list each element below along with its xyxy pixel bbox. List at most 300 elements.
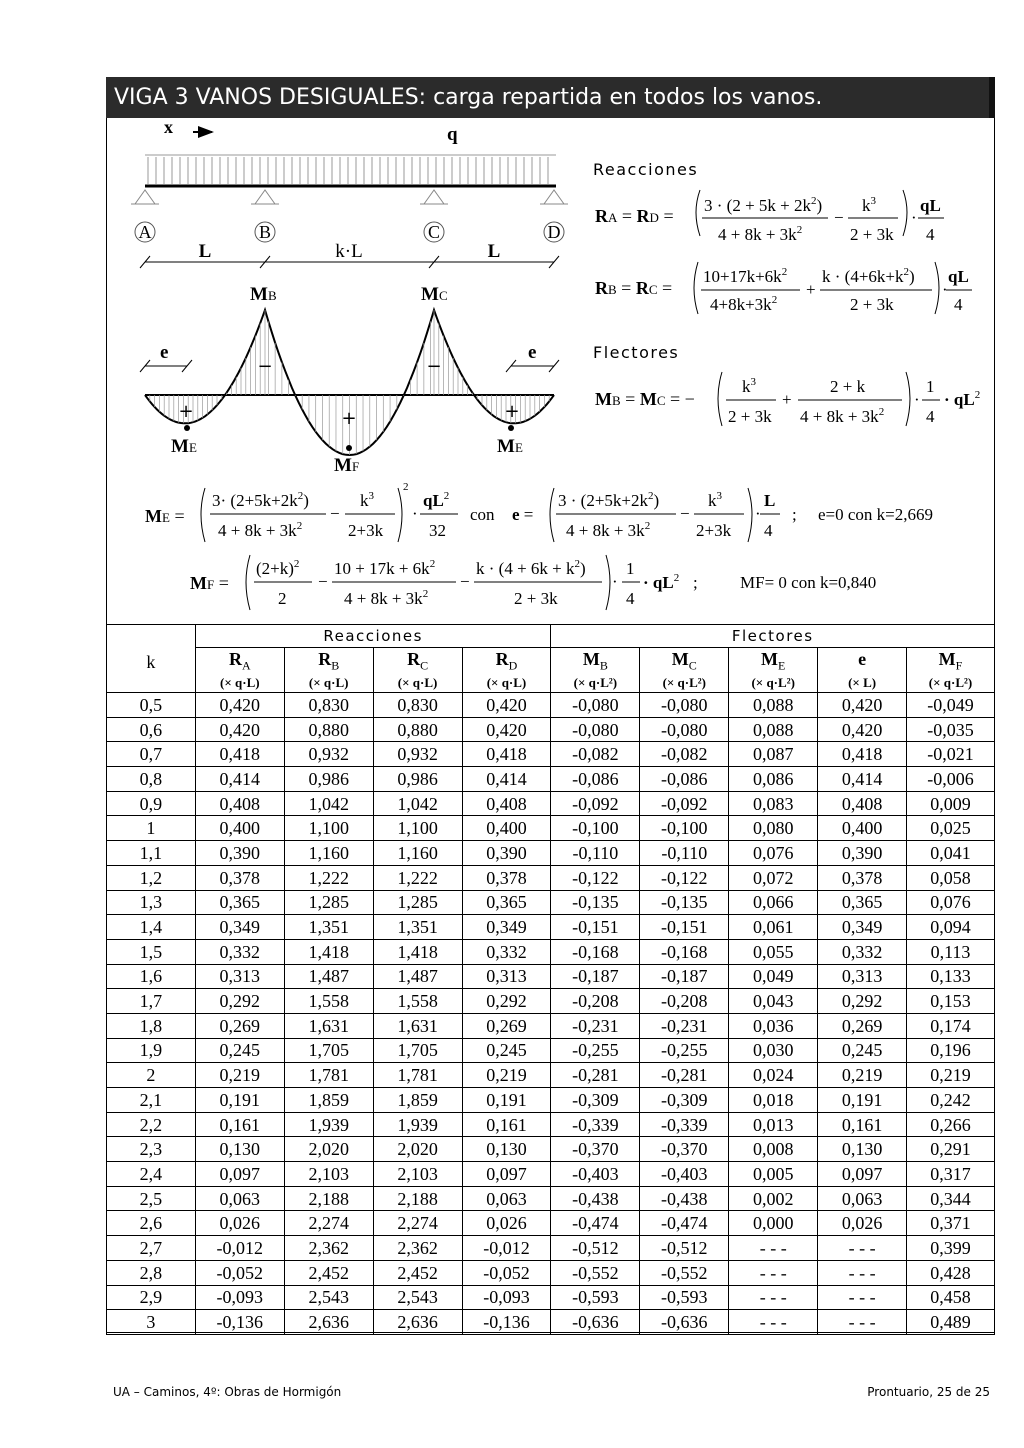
- svg-text:3· (2+5k+2k2): $3\cdot (2+5k+2k^2)$: [212, 490, 309, 510]
- table-cell: 0,002: [729, 1186, 818, 1211]
- svg-text:2+3k: 2+3k: [348, 521, 384, 540]
- table-cell: -0,474: [640, 1211, 729, 1236]
- svg-text:2 + 3k: 2 + 3k: [514, 589, 558, 608]
- table-cell: 0,088: [729, 717, 818, 742]
- table-cell: 0,365: [195, 890, 284, 915]
- table-cell: 0,428: [907, 1260, 995, 1285]
- table-cell: 0,830: [284, 693, 373, 718]
- table-cell: -0,593: [551, 1285, 640, 1310]
- table-cell: 1,487: [284, 964, 373, 989]
- table-row: [107, 693, 995, 718]
- column-name: $R_B$: [318, 648, 340, 673]
- title-bold: VIGA 3 VANOS DESIGUALES:: [114, 85, 427, 110]
- table-cell: 1,418: [284, 939, 373, 964]
- table-cell: 0,072: [729, 865, 818, 890]
- column-unit: (× q·L²): [751, 675, 795, 691]
- table-cell: 0,390: [195, 841, 284, 866]
- table-cell: 1,222: [373, 865, 462, 890]
- table-cell: -0,339: [551, 1112, 640, 1137]
- svg-text:· qL2: · $qL^2$: [944, 389, 981, 409]
- table-cell: 1,100: [284, 816, 373, 841]
- sign-minus-c: −: [426, 356, 442, 377]
- table-cell: 1,2: [107, 865, 196, 890]
- svg-text:4 + 8k + 3k2: $4 + 8k + 3k^2$: [800, 406, 885, 426]
- table-cell: 2,6: [107, 1211, 196, 1236]
- table-cell: 1,3: [107, 890, 196, 915]
- column-name: $M_F$: [938, 648, 963, 673]
- column-unit: (× q·L): [220, 675, 260, 691]
- table-cell: 1,859: [373, 1088, 462, 1113]
- support-b: B: [258, 222, 272, 242]
- table-cell: 0,400: [818, 816, 907, 841]
- table-cell: - - -: [729, 1236, 818, 1261]
- header-group-reacciones: Reacciones: [195, 625, 551, 648]
- table-cell: - - -: [818, 1236, 907, 1261]
- table-cell: 0,365: [462, 890, 551, 915]
- table-cell: 1,285: [373, 890, 462, 915]
- table-cell: 3: [107, 1310, 196, 1335]
- svg-text:qL2: $qL^2$: [423, 490, 450, 510]
- support-c: C: [427, 222, 441, 242]
- table-cell: -0,012: [195, 1236, 284, 1261]
- table-cell: 0,313: [195, 964, 284, 989]
- table-cell: -0,151: [551, 915, 640, 940]
- table-cell: 0,269: [818, 1013, 907, 1038]
- svg-text:4: 4: [764, 521, 773, 540]
- svg-text:;: ;: [693, 573, 698, 592]
- sign-minus-b: −: [257, 356, 273, 377]
- table-cell: 0,266: [907, 1112, 995, 1137]
- table-cell: 0,291: [907, 1137, 995, 1162]
- svg-text:10+17k+6k2: $10+17k+6k^2$: [703, 266, 788, 286]
- table-cell: -0,438: [551, 1186, 640, 1211]
- table-cell: 0,219: [462, 1063, 551, 1088]
- table-cell: 2: [107, 1063, 196, 1088]
- table-cell: 0,420: [818, 717, 907, 742]
- table-cell: -0,151: [640, 915, 729, 940]
- svg-text:2: 2: [278, 589, 287, 608]
- table-cell: 1,8: [107, 1013, 196, 1038]
- table-cell: -0,187: [551, 964, 640, 989]
- table-cell: 1,705: [373, 1038, 462, 1063]
- svg-text:3 · (2+5k+2k2): $3 \cdot (2+5k+2k^2)$: [558, 490, 660, 510]
- table-cell: 2,452: [373, 1260, 462, 1285]
- table-cell: 0,489: [907, 1310, 995, 1335]
- table-cell: 1,100: [373, 816, 462, 841]
- svg-text:·: ·: [911, 208, 917, 227]
- table-cell: 0,332: [818, 939, 907, 964]
- sign-plus-1: +: [178, 401, 194, 422]
- table-cell: 1,781: [373, 1063, 462, 1088]
- table-cell: - - -: [818, 1285, 907, 1310]
- svg-text:10 + 17k + 6k2: $10 + 17k + 6k^2$: [334, 558, 436, 578]
- svg-text:L: L: [764, 491, 776, 510]
- table-cell: 0,420: [818, 693, 907, 718]
- table-cell: 0,332: [195, 939, 284, 964]
- table-row: [107, 717, 995, 742]
- table-cell: 0,061: [729, 915, 818, 940]
- table-row: [107, 1013, 995, 1038]
- table-cell: 0,418: [462, 742, 551, 767]
- svg-text:4: 4: [926, 225, 935, 244]
- svg-text:;: ;: [792, 505, 797, 524]
- table-cell: -0,082: [640, 742, 729, 767]
- column-header: [907, 648, 995, 693]
- table-cell: 0,083: [729, 791, 818, 816]
- column-header: [818, 648, 907, 693]
- table-cell: 2,543: [373, 1285, 462, 1310]
- svg-text:MB = MC = −: MB = MC = −: [595, 389, 695, 409]
- column-header: [373, 648, 462, 693]
- table-cell: 0,076: [907, 890, 995, 915]
- table-cell: 0,5: [107, 693, 196, 718]
- table-cell: 0,458: [907, 1285, 995, 1310]
- label-me-left: ME: [171, 436, 197, 457]
- table-cell: -0,049: [907, 693, 995, 718]
- table-cell: 0,8: [107, 767, 196, 792]
- table-cell: 1,939: [284, 1112, 373, 1137]
- svg-text:·: ·: [412, 504, 418, 523]
- table-cell: 2,020: [284, 1137, 373, 1162]
- svg-text:−: −: [330, 504, 340, 523]
- table-cell: 2,3: [107, 1137, 196, 1162]
- label-me-right: ME: [497, 436, 523, 457]
- table-cell: 0,830: [373, 693, 462, 718]
- label-mb: MB: [250, 284, 277, 305]
- table-cell: 0,153: [907, 989, 995, 1014]
- table-cell: 0,378: [818, 865, 907, 890]
- table-cell: 2,362: [373, 1236, 462, 1261]
- table-row: [107, 1162, 995, 1187]
- table-cell: 2,274: [284, 1211, 373, 1236]
- column-name: $R_D$: [495, 648, 518, 673]
- column-headers: [107, 648, 995, 693]
- table-cell: 2,5: [107, 1186, 196, 1211]
- table-cell: 0,018: [729, 1088, 818, 1113]
- table-cell: -0,136: [195, 1310, 284, 1335]
- table-cell: 0,292: [462, 989, 551, 1014]
- table-cell: 2,636: [284, 1310, 373, 1335]
- table-cell: 0,269: [195, 1013, 284, 1038]
- table-cell: 2,452: [284, 1260, 373, 1285]
- svg-text:4 + 8k + 3k2: $4 + 8k + 3k^2$: [344, 588, 429, 608]
- table-cell: 1,939: [373, 1112, 462, 1137]
- table-cell: 0,025: [907, 816, 995, 841]
- svg-text:·: ·: [914, 390, 920, 409]
- table-cell: 2,188: [373, 1186, 462, 1211]
- table-cell: -0,231: [551, 1013, 640, 1038]
- table-cell: 0,219: [907, 1063, 995, 1088]
- table-row: [107, 1088, 995, 1113]
- svg-text:· qL2: · $qL^2$: [643, 572, 680, 592]
- svg-text:4: 4: [626, 589, 635, 608]
- svg-text:RA = RD =: RA = RD =: [595, 206, 674, 226]
- table-cell: -0,100: [551, 816, 640, 841]
- table-cell: -0,021: [907, 742, 995, 767]
- table-cell: 0,005: [729, 1162, 818, 1187]
- table-cell: -0,208: [640, 989, 729, 1014]
- table-cell: 1,5: [107, 939, 196, 964]
- span-middle: k·L: [335, 241, 363, 262]
- table-cell: -0,255: [551, 1038, 640, 1063]
- table-cell: 0,133: [907, 964, 995, 989]
- table-cell: 0,418: [195, 742, 284, 767]
- svg-text:MF =: MF =: [190, 573, 229, 593]
- table-cell: -0,552: [551, 1260, 640, 1285]
- results-table: [106, 624, 995, 1335]
- table-cell: -0,093: [195, 1285, 284, 1310]
- table-cell: -0,082: [551, 742, 640, 767]
- table-cell: 1,859: [284, 1088, 373, 1113]
- table-cell: 0,026: [195, 1211, 284, 1236]
- table-cell: 0,219: [195, 1063, 284, 1088]
- table-cell: -0,122: [551, 865, 640, 890]
- table-cell: -0,552: [640, 1260, 729, 1285]
- table-cell: 0,349: [195, 915, 284, 940]
- table-cell: -0,092: [640, 791, 729, 816]
- table-cell: 0,245: [818, 1038, 907, 1063]
- table-body: [107, 693, 995, 1335]
- table-cell: - - -: [729, 1260, 818, 1285]
- table-cell: 2,188: [284, 1186, 373, 1211]
- table-cell: 0,063: [818, 1186, 907, 1211]
- table-cell: -0,052: [462, 1260, 551, 1285]
- table-cell: -0,370: [551, 1137, 640, 1162]
- table-cell: 0,418: [818, 742, 907, 767]
- table-cell: 0,097: [818, 1162, 907, 1187]
- sign-plus-3: +: [504, 401, 520, 422]
- svg-text:32: 32: [429, 521, 446, 540]
- table-cell: -0,110: [640, 841, 729, 866]
- svg-text:−: −: [834, 208, 844, 227]
- svg-text:4 + 8k + 3k2: $4 + 8k + 3k^2$: [218, 520, 303, 540]
- table-row: [107, 1112, 995, 1137]
- table-cell: 0,880: [373, 717, 462, 742]
- column-unit: (× L): [848, 675, 877, 691]
- table-cell: 0,094: [907, 915, 995, 940]
- table-cell: 0,087: [729, 742, 818, 767]
- table-row: [107, 1236, 995, 1261]
- table-cell: 1: [107, 816, 196, 841]
- sign-plus-2: +: [341, 408, 357, 429]
- svg-text:·: ·: [942, 280, 948, 299]
- table-cell: 0,191: [462, 1088, 551, 1113]
- column-unit: (× q·L): [308, 675, 349, 691]
- table-cell: 1,418: [373, 939, 462, 964]
- table-cell: 0,036: [729, 1013, 818, 1038]
- table-row: [107, 964, 995, 989]
- svg-text:+: +: [806, 280, 816, 299]
- table-cell: 0,026: [818, 1211, 907, 1236]
- table-row: [107, 989, 995, 1014]
- table-row: [107, 767, 995, 792]
- svg-text:con: con: [470, 505, 495, 524]
- table-cell: 0,390: [818, 841, 907, 866]
- column-name: $R_C$: [407, 648, 429, 673]
- table-cell: 0,086: [729, 767, 818, 792]
- table-cell: -0,636: [551, 1310, 640, 1335]
- svg-text:qL: qL: [920, 196, 941, 215]
- table-cell: 2,274: [373, 1211, 462, 1236]
- svg-text:−: −: [318, 572, 328, 591]
- table-cell: 1,285: [284, 890, 373, 915]
- svg-text:2 + 3k: 2 + 3k: [850, 225, 894, 244]
- table-cell: -0,309: [551, 1088, 640, 1113]
- svg-text:4: 4: [926, 407, 935, 426]
- table-cell: 0,378: [195, 865, 284, 890]
- svg-text:(2+k)2: $(2+k)^2$: [256, 558, 300, 578]
- table-cell: 1,222: [284, 865, 373, 890]
- table-cell: 0,161: [818, 1112, 907, 1137]
- column-unit: (× q·L²): [662, 675, 707, 691]
- table-cell: 0,292: [195, 989, 284, 1014]
- table-cell: -0,474: [551, 1211, 640, 1236]
- table-cell: 0,076: [729, 841, 818, 866]
- table-cell: -0,080: [640, 717, 729, 742]
- table-cell: -0,309: [640, 1088, 729, 1113]
- svg-text:4+8k+3k2: $4+8k+3k^2$: [710, 294, 778, 314]
- table-cell: -0,593: [640, 1285, 729, 1310]
- table-cell: -0,080: [640, 693, 729, 718]
- svg-text:2 + 3k: 2 + 3k: [728, 407, 772, 426]
- mf-zero-note: MF= 0 con k=0,840: [740, 573, 877, 592]
- svg-text:+: +: [782, 390, 792, 409]
- page-title: [106, 77, 995, 118]
- table-cell: 1,781: [284, 1063, 373, 1088]
- table-cell: 1,631: [284, 1013, 373, 1038]
- column-unit: (× q·L): [397, 675, 438, 691]
- support-d: D: [547, 222, 561, 242]
- table-cell: -0,168: [551, 939, 640, 964]
- svg-text:k3: $k^3$: [360, 490, 374, 510]
- column-name: $M_E$: [761, 648, 786, 673]
- table-cell: 2,1: [107, 1088, 196, 1113]
- table-cell: -0,403: [551, 1162, 640, 1187]
- table-cell: 2,362: [284, 1236, 373, 1261]
- table-cell: 0,130: [462, 1137, 551, 1162]
- column-unit: (× q·L²): [928, 675, 973, 691]
- table-cell: 0,066: [729, 890, 818, 915]
- table-cell: 1,487: [373, 964, 462, 989]
- table-row: [107, 1063, 995, 1088]
- table-cell: 1,6: [107, 964, 196, 989]
- table-cell: 1,558: [373, 989, 462, 1014]
- q-label: q: [447, 124, 458, 145]
- column-name: e: [858, 648, 867, 669]
- svg-text:2: 2: [403, 481, 409, 493]
- table-cell: 0,365: [818, 890, 907, 915]
- table-cell: - - -: [729, 1310, 818, 1335]
- svg-text:·: ·: [755, 504, 761, 523]
- table-cell: 1,351: [284, 915, 373, 940]
- table-cell: 0,371: [907, 1211, 995, 1236]
- table-cell: 0,196: [907, 1038, 995, 1063]
- table-cell: 0,030: [729, 1038, 818, 1063]
- x-label: x: [164, 117, 173, 137]
- label-e-right: e: [528, 342, 537, 363]
- table-cell: 1,631: [373, 1013, 462, 1038]
- label-mf: MF: [334, 455, 360, 476]
- table-cell: 0,000: [729, 1211, 818, 1236]
- table-cell: 0,932: [284, 742, 373, 767]
- svg-text:RB = RC =: RB = RC =: [595, 278, 673, 298]
- table-cell: 1,160: [373, 841, 462, 866]
- table-cell: -0,110: [551, 841, 640, 866]
- table-cell: 0,7: [107, 742, 196, 767]
- column-name: $M_B$: [582, 648, 608, 673]
- svg-text:4 + 8k + 3k2: $4 + 8k + 3k^2$: [718, 224, 803, 244]
- table-cell: 0,986: [373, 767, 462, 792]
- table-cell: 0,043: [729, 989, 818, 1014]
- footer-left: UA – Caminos, 4º: Obras de Hormigón: [113, 1385, 342, 1399]
- table-cell: 1,7: [107, 989, 196, 1014]
- table-cell: 1,042: [284, 791, 373, 816]
- table-cell: 2,020: [373, 1137, 462, 1162]
- svg-text:4 + 8k + 3k2: $4 + 8k + 3k^2$: [566, 520, 651, 540]
- table-cell: 0,097: [462, 1162, 551, 1187]
- table-cell: -0,080: [551, 693, 640, 718]
- table-cell: - - -: [729, 1285, 818, 1310]
- table-cell: 0,242: [907, 1088, 995, 1113]
- table-cell: 0,986: [284, 767, 373, 792]
- table-row: [107, 1038, 995, 1063]
- table-row: [107, 939, 995, 964]
- table-cell: 0,113: [907, 939, 995, 964]
- table-cell: -0,135: [640, 890, 729, 915]
- table-cell: -0,636: [640, 1310, 729, 1335]
- table-cell: 0,932: [373, 742, 462, 767]
- column-name: $R_A$: [228, 648, 251, 673]
- table-cell: 0,408: [462, 791, 551, 816]
- table-cell: 0,332: [462, 939, 551, 964]
- table-row: [107, 1260, 995, 1285]
- table-cell: 2,8: [107, 1260, 196, 1285]
- table-cell: 0,055: [729, 939, 818, 964]
- table-cell: 0,088: [729, 693, 818, 718]
- table-cell: 0,191: [195, 1088, 284, 1113]
- table-cell: -0,403: [640, 1162, 729, 1187]
- table-row: [107, 816, 995, 841]
- table-cell: -0,086: [640, 767, 729, 792]
- span-right: L: [487, 241, 501, 262]
- table-cell: 0,024: [729, 1063, 818, 1088]
- table-row: [107, 890, 995, 915]
- table-cell: 1,4: [107, 915, 196, 940]
- table-cell: 0,219: [818, 1063, 907, 1088]
- table-cell: 0,174: [907, 1013, 995, 1038]
- table-row: [107, 1137, 995, 1162]
- svg-text:−: −: [460, 572, 470, 591]
- table-cell: -0,052: [195, 1260, 284, 1285]
- table-cell: -0,168: [640, 939, 729, 964]
- svg-text:k · (4 + 6k + k2): $k \cdot (4 + 6k + k^2)$: [476, 558, 586, 578]
- table-cell: -0,281: [551, 1063, 640, 1088]
- column-header: [284, 648, 373, 693]
- table-cell: -0,370: [640, 1137, 729, 1162]
- table-cell: -0,100: [640, 816, 729, 841]
- table-cell: 0,344: [907, 1186, 995, 1211]
- table-cell: -0,231: [640, 1013, 729, 1038]
- table-row: [107, 915, 995, 940]
- table-cell: 0,414: [195, 767, 284, 792]
- column-header: [195, 648, 284, 693]
- table-row: [107, 1186, 995, 1211]
- table-cell: -0,512: [551, 1236, 640, 1261]
- support-a: A: [138, 222, 152, 242]
- table-cell: 0,420: [195, 693, 284, 718]
- table-cell: 0,313: [818, 964, 907, 989]
- table-cell: -0,080: [551, 717, 640, 742]
